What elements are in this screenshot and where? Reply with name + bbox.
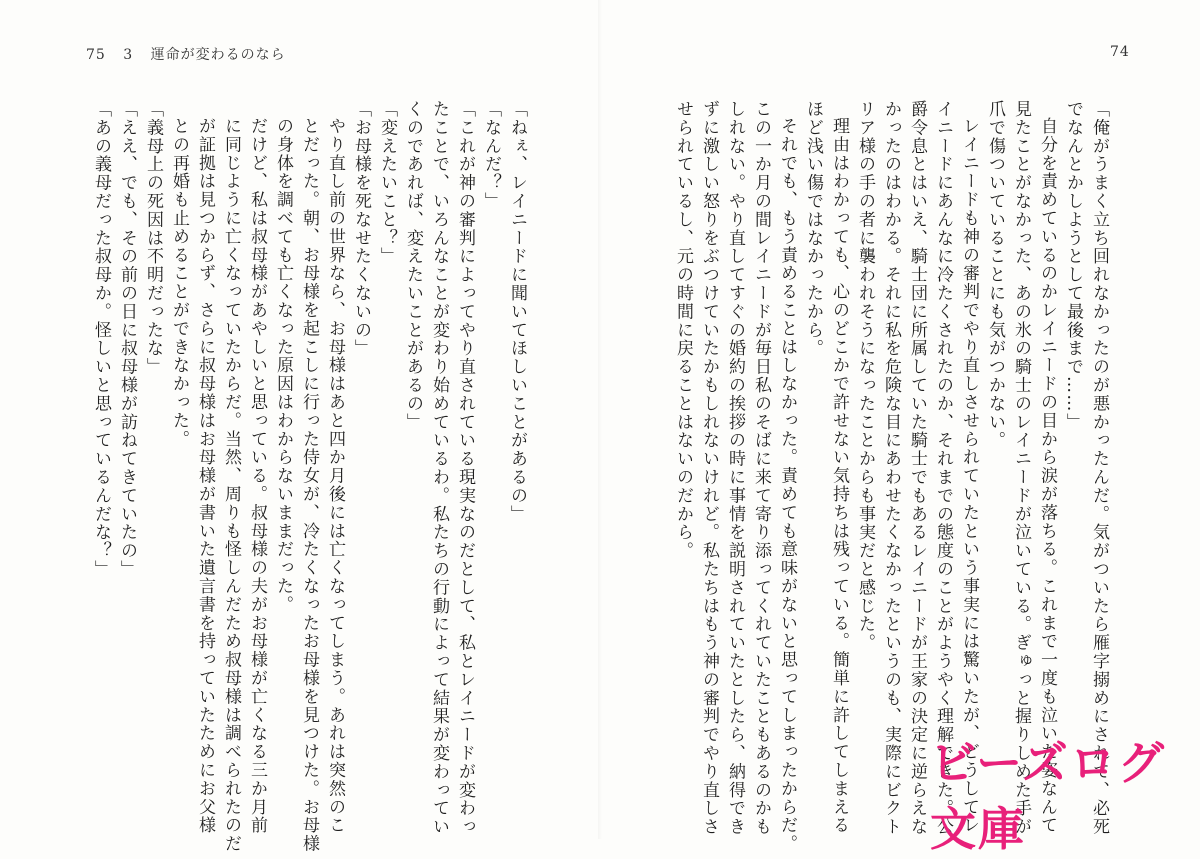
text-line: 「俺がうまく立ち回れなかったのが悪かったんだ。気がついたら雁字搦めにされて、必死 [1089, 100, 1109, 836]
text-line: とだった。朝、お母様を起こしに行った侍女が、冷たくなったお母様を見つけた。お母様 [299, 117, 319, 853]
text-line: だけど、私は叔母様があやしいと思っている。叔母様の夫がお母様が亡くなる三か月前 [247, 117, 267, 835]
text-line: 「義母上の死因は不明だったな」 [143, 100, 163, 376]
text-line: 「ねぇ、レイニードに聞いてほしいことがあるの」 [507, 100, 527, 524]
text-line: との再婚も止めることができなかった。 [169, 117, 189, 449]
text-line: でなんとかしようとして最後まで……」 [1063, 100, 1083, 432]
chapter-number: 3 [123, 47, 134, 63]
text-line: に同じように亡くなっていたからだ。当然、周りも怪しんだため叔母様は調べられたのだ [221, 117, 241, 853]
text-line: くのであれば、変えたいことがあるの」 [403, 100, 423, 432]
text-line: 「あの義母だった叔母か。怪しいと思っているんだな？」 [91, 100, 111, 579]
text-line: ほど浅い傷ではなかったから。 [803, 100, 823, 358]
left-page-header [86, 44, 298, 64]
text-line: 爪で傷ついていることにも気がつかない。 [985, 100, 1005, 450]
publisher-logo: ビーズログ文庫 [930, 736, 1166, 856]
text-line: やり直し前の世界なら、お母様はあと四か月後には亡くなってしまう。あれは突然のこ [325, 117, 345, 835]
text-line: の身体を調べても亡くなった原因はわからないままだった。 [273, 117, 293, 614]
text-line: しれない。やり直してすぐの婚約の挨拶の時に事情を説明されていたとしたら、納得でき [725, 100, 745, 836]
text-line: 「なんだ？」 [481, 100, 501, 211]
text-line: 「ええ、でも、その前の日に叔母様が訪ねてきていたの」 [117, 100, 137, 579]
text-line: 「変えたいこと？」 [377, 100, 397, 266]
text-line: ずに激しい怒りをぶつけていたかもしれないけれど。私たちはもう神の審判でやり直しさ [699, 100, 719, 836]
left-page-number: 75 [86, 47, 106, 63]
page-gutter [598, 0, 602, 839]
left-page-body [60, 100, 530, 853]
text-line: この一か月の間レイニードが毎日私のそばに来て寄り添ってくれていたこともあるのかも [751, 100, 771, 836]
text-line: リア様の手の者に襲われそうになったことからも事実だと感じた。 [855, 100, 875, 652]
text-line: たことで、いろんなことが変わり始めているわ。私たちの行動によって結果が変わってい [429, 100, 449, 836]
text-line: 自分を責めているのかレイニードの目から涙が落ちる。これまで一度も泣いた姿なんて [1037, 117, 1057, 835]
text-line: 爵令息とはいえ、騎士団に所属していた騎士でもあるレイニードが王家の決定に逆らえな [907, 100, 927, 836]
text-line: が証拠は見つからず、さらに叔母様はお母様が書いた遺言書を持っていたためにお父様 [195, 117, 215, 835]
text-line: せられているし、元の時間に戻ることはないのだから。 [673, 100, 693, 560]
text-line: かったのはわかる。それに私を危険な目にあわせたくなかったというのも、実際にビクト [881, 100, 901, 836]
text-line: レイニードも神の審判でやり直しさせられていたという事実には驚いたが、どうしてレ [959, 117, 979, 835]
chapter-title: 運命が変わるのなら [150, 47, 286, 63]
text-line: それでも、もう責めることはしなかった。責めても意味がないと思ってしまったからだ。 [777, 117, 797, 853]
text-line: 見たことがなかった、あの氷の騎士のレイニードが泣いている。ぎゅっと握りしめた手が [1011, 100, 1031, 836]
text-line: 「これが神の審判によってやり直されている現実なのだとして、私とレイニードが変わっ [455, 100, 475, 836]
right-page-number: 74 [1110, 44, 1130, 60]
text-line: 「お母様を死なせたくないの」 [351, 100, 371, 358]
text-line: 理由はわかっても、心のどこかで許せない気持ちは残っている。簡単に許してしまえる [829, 117, 849, 835]
text-line: イニードにあんなに冷たくされたのか、それまでの態度のことがようやく理解できた。公 [933, 100, 953, 836]
